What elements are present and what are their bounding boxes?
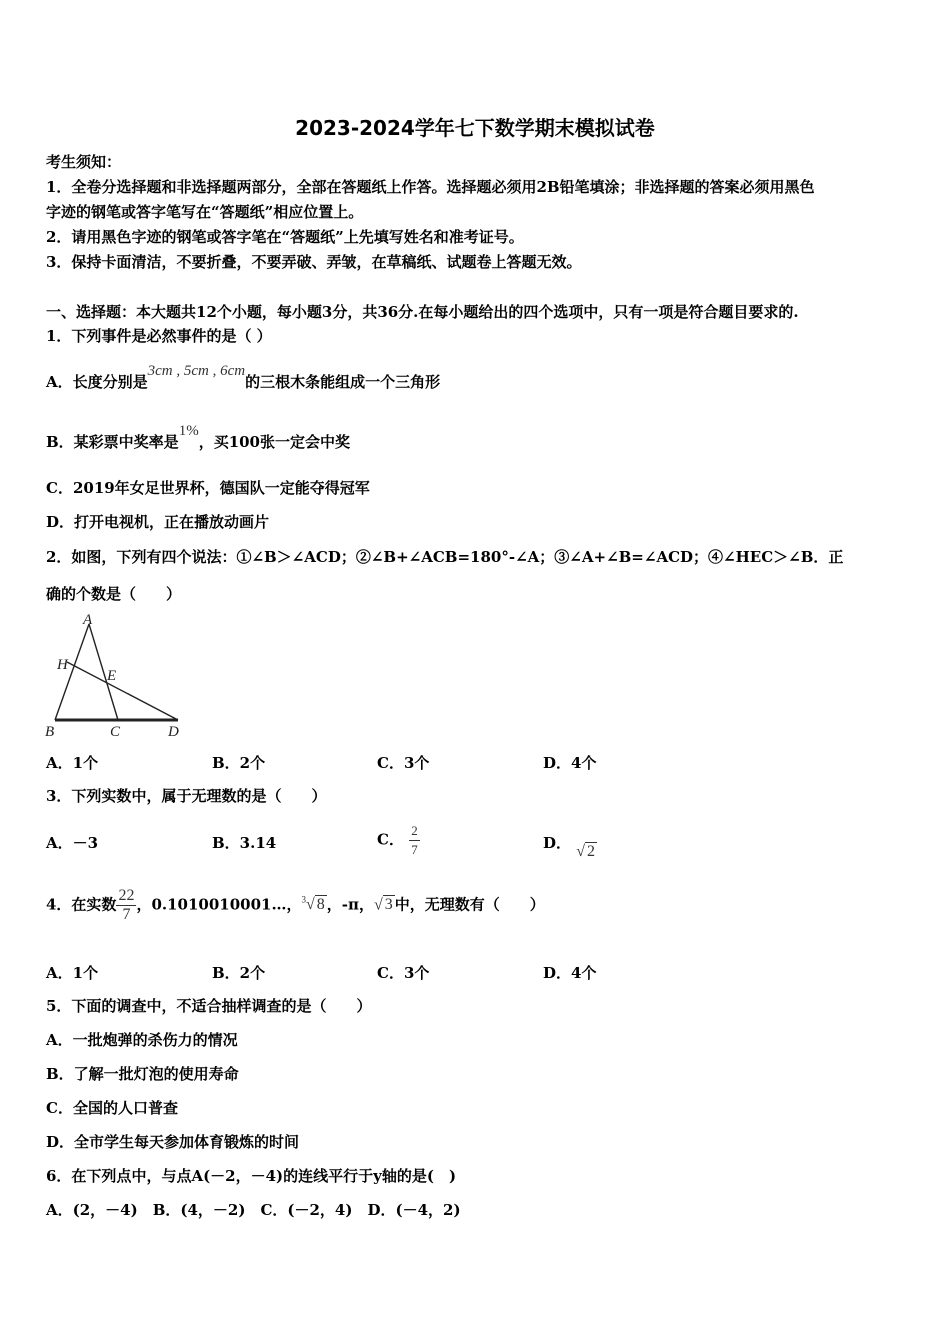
q4-option-a: A．1个 <box>46 964 99 982</box>
q3-option-b: B．3.14 <box>212 834 277 852</box>
q4-option-c: C．3个 <box>377 964 430 982</box>
q2-stem: 2．如图，下列有四个说法：①∠B＞∠ACD；②∠B+∠ACB=180°-∠A；③∠A+∠B=∠ACD；④∠HEC＞∠B．正 <box>46 548 844 566</box>
q2-stem-cont: 确的个数是（ ） <box>46 585 182 603</box>
q1-a-suffix: 的三根木条能组成一个三角形 <box>245 373 441 391</box>
q1-a-prefix: A．长度分别是 <box>46 373 148 391</box>
q1-option-b <box>46 423 350 453</box>
q4-sqrt-radicand: 3 <box>384 896 393 914</box>
q3-stem: 3．下列实数中，属于无理数的是（ ） <box>46 787 327 805</box>
q1-b-suffix: ，买100张一定会中奖 <box>198 433 350 451</box>
q4-suffix: 中，无理数有（ ） <box>394 895 545 914</box>
q5-stem: 5．下面的调查中，不适合抽样调查的是（ ） <box>46 997 372 1015</box>
notice-item: 3．保持卡面清洁，不要折叠，不要弄破、弄皱，在草稿纸、试题卷上答题无效。 <box>46 253 582 271</box>
notice-heading: 考生须知： <box>46 153 122 171</box>
q3-d-sqrt: √ 2 <box>576 843 596 860</box>
triangle-figure <box>40 612 190 742</box>
fig-label-d: D <box>168 724 179 740</box>
notice-item: 2．请用黑色字迹的钢笔或答字笔在“答题纸”上先填写姓名和准考证号。 <box>46 228 524 246</box>
q1-option-c: C．2019年女足世界杯，德国队一定能夺得冠军 <box>46 479 370 497</box>
q3-option-a: A．－3 <box>46 834 99 852</box>
q1-option-d: D．打开电视机，正在播放动画片 <box>46 513 270 531</box>
fig-label-c: C <box>110 724 121 740</box>
section-heading: 一、选择题：本大题共12个小题，每小题3分，共36分.在每小题给出的四个选项中，只有一项是符合题目要求的. <box>46 303 799 321</box>
q5-option-a: A．一批炮弹的杀伤力的情况 <box>46 1031 238 1049</box>
q3-d-label: D． <box>543 834 572 852</box>
q4-cbrt-radicand: 8 <box>316 896 325 914</box>
q4-option-d: D．4个 <box>543 964 597 982</box>
q4-prefix: 4．在实数 <box>46 895 117 914</box>
fig-label-h: H <box>57 657 68 673</box>
q5-option-c: C．全国的人口普查 <box>46 1099 178 1117</box>
q3-c-denominator: 7 <box>411 842 418 857</box>
page-title: 2023-2024学年七下数学期末模拟试卷 <box>295 116 655 140</box>
q1-b-math: 1% <box>178 423 199 439</box>
q3-c-numerator: 2 <box>409 822 420 841</box>
q4-fraction <box>116 887 136 924</box>
q3-option-c <box>377 822 420 859</box>
q5-option-d: D．全市学生每天参加体育锻炼的时间 <box>46 1133 300 1151</box>
q2-option-b: B．2个 <box>212 754 266 772</box>
q4-denominator: 7 <box>122 905 131 923</box>
q2-option-c: C．3个 <box>377 754 430 772</box>
q3-d-radicand: 2 <box>587 843 596 860</box>
q3-c-fraction <box>409 822 420 859</box>
q4-option-b: B．2个 <box>212 964 266 982</box>
q1-b-prefix: B．某彩票中奖率是 <box>46 433 179 451</box>
fig-label-b: B <box>45 724 55 740</box>
notice-item: 1．全卷分选择题和非选择题两部分，全部在答题纸上作答。选择题必须用2B铅笔填涂；非选择题的答案必须用黑色 <box>46 178 815 196</box>
q4-stem <box>46 880 545 925</box>
q6-options: A．(2，－4) B．(4，－2) C．(－2，4) D．(－4，2) <box>46 1201 461 1219</box>
q4-cube-root: $^3$√ 8 <box>301 895 325 914</box>
q3-option-d <box>543 832 597 860</box>
q4-cbrt-index: 3 <box>301 895 306 905</box>
q2-option-a: A．1个 <box>46 754 99 772</box>
q5-option-b: B．了解一批灯泡的使用寿命 <box>46 1065 239 1083</box>
q4-mid1: ，0.1010010001…， <box>136 895 302 914</box>
fig-label-e: E <box>107 668 117 684</box>
q3-c-label: C． <box>377 830 404 849</box>
q1-a-math: 3cm , 5cm , 6cm <box>147 363 246 379</box>
q6-stem: 6．在下列点中，与点A(－2，－4)的连线平行于y轴的是( ) <box>46 1167 457 1185</box>
q1-stem: 1．下列事件是必然事件的是（ ） <box>46 327 272 345</box>
q2-option-d: D．4个 <box>543 754 597 772</box>
q1-option-a <box>46 363 441 393</box>
q4-numerator: 22 <box>118 886 135 904</box>
q4-mid2: ，-π， <box>326 895 374 914</box>
notice-item: 字迹的钢笔或答字笔写在“答题纸”相应位置上。 <box>46 203 364 221</box>
fig-label-a: A <box>83 612 93 628</box>
q4-sqrt: √ 3 <box>373 896 393 914</box>
